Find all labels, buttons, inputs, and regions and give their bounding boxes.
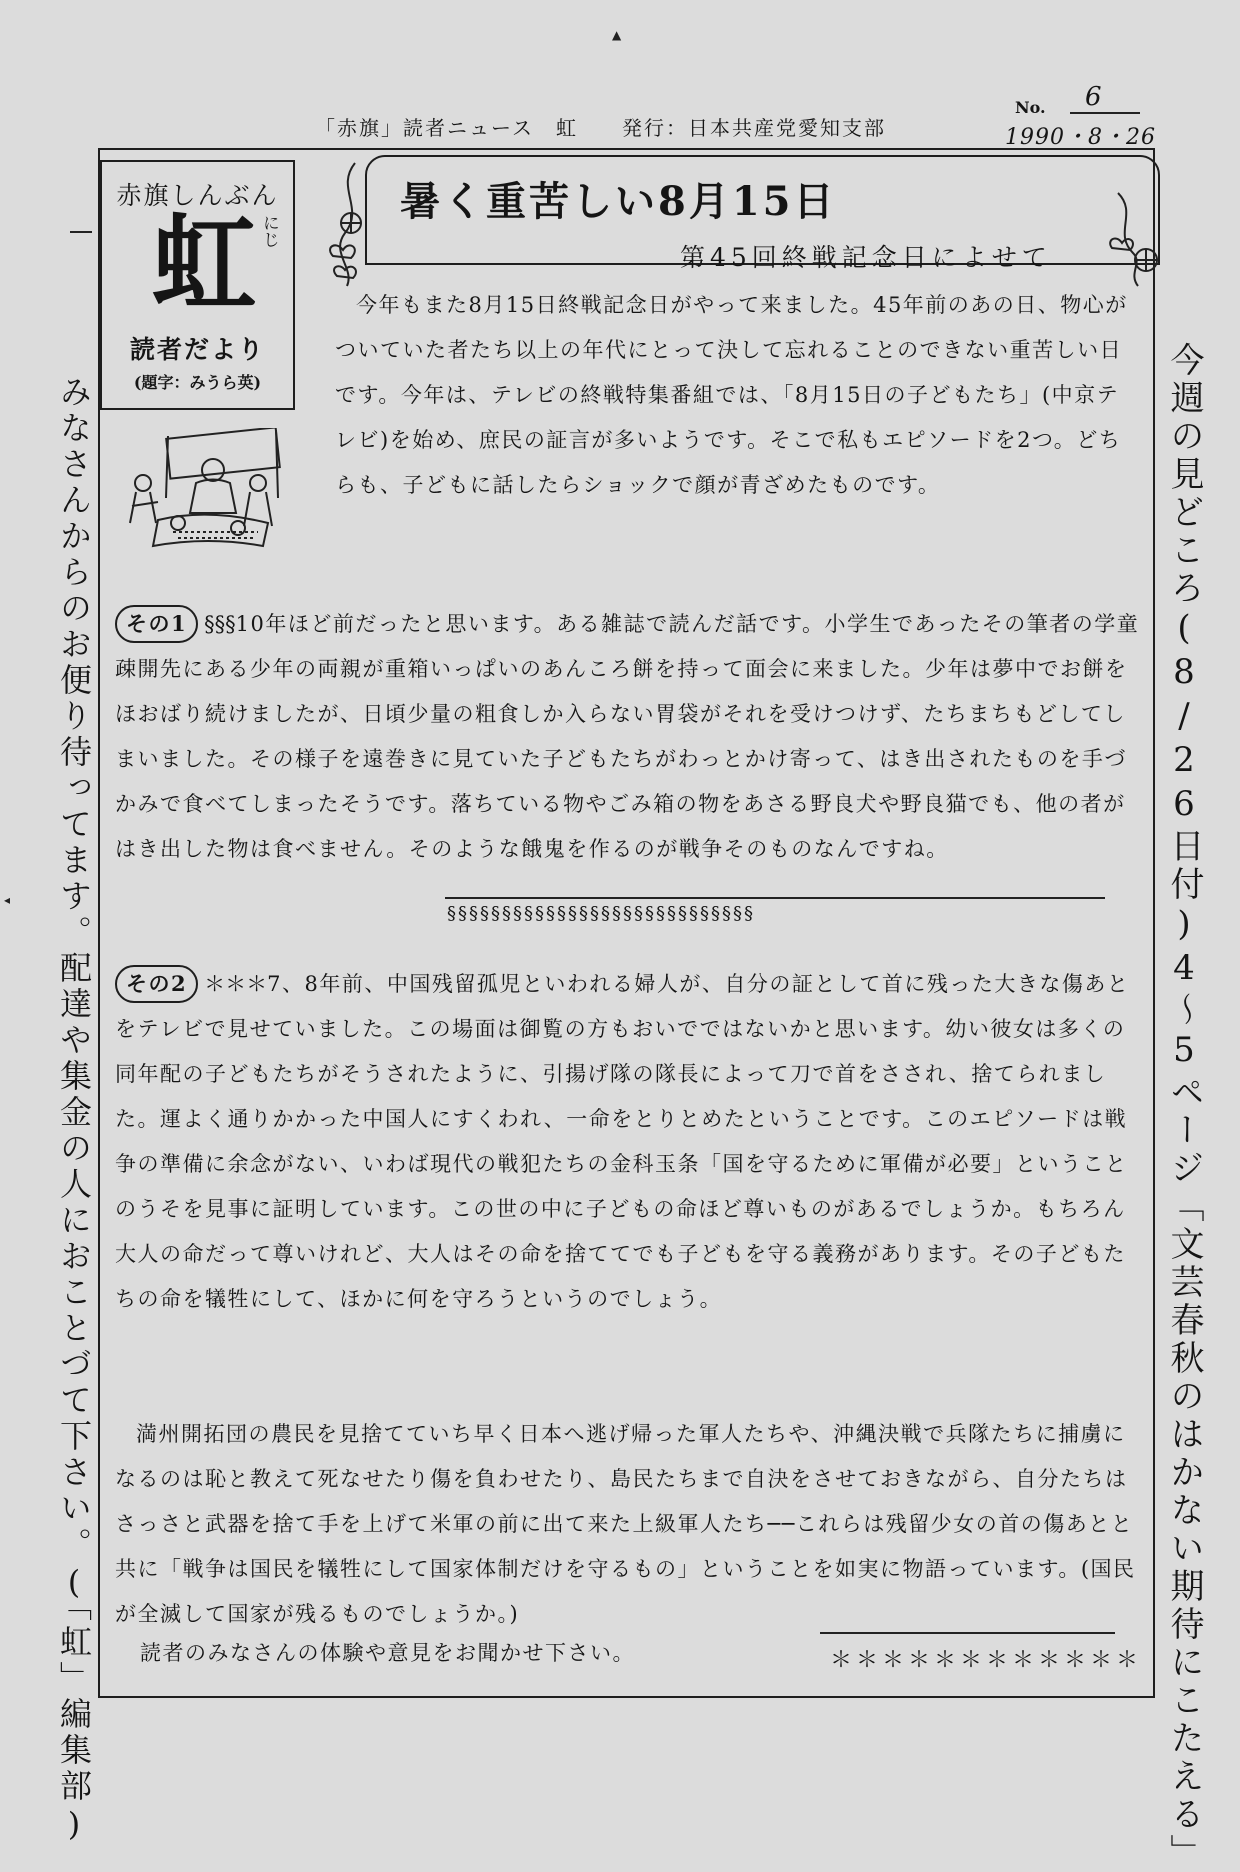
episode-2-marks: ＊＊＊: [204, 972, 268, 996]
scan-edge-mark-top: ▲: [612, 28, 622, 42]
episode-2-label: その2: [115, 965, 198, 1003]
divider-1-line: [445, 897, 1105, 899]
episode-2: [115, 962, 1140, 1322]
masthead-subtitle: 読者だより: [129, 335, 265, 364]
episode-1-text: 10年ほど前だったと思います。ある雑誌で読んだ話です。小学生であったその筆者の学童疎開先にある少年の両親が重箱いっぱいのあんころ餅を持って面会に来ました。少年は夢中でお餅をほおばり続けましたが、日頃少量の粗食しか入らない胃袋がそれを受けつけず、たちまちもどしてしまいました。その様子を遠巻きに見ていた子どもたちがわっとかけ寄って、はき出されたものを手づかみで食べてしまったそうです。落ちている物やごみ箱の物をあさる野良犬や野良猫でも、他の者がはき出した物は食べません。そのような餓鬼を作るのが戦争そのものなんですね。: [115, 612, 1140, 861]
left-sidebar-notice: みなさんからのお便り待ってます。配達や集金の人におことづて下さい。(「虹」編集部): [55, 375, 93, 1847]
masthead: [100, 160, 295, 410]
episode-1-label: その1: [115, 605, 198, 643]
episode-1: [115, 602, 1140, 872]
morning-glory-right-icon: [1108, 188, 1163, 288]
article-title: 暑く重苦しい8月15日: [400, 178, 837, 225]
scan-edge-mark-left: ◂: [4, 893, 11, 907]
episode-2-text: 7、8年前、中国残留孤児といわれる婦人が、自分の証として首に残った大きな傷あとをテレビで見せていました。この場面は御覧の方もおいでではないかと思います。幼い彼女は多くの同年配の子どもたちがそうされたように、引揚げ隊の隊長によって刀で首をさされ、捨てられました。運よく通りかかった中国人にすくわれ、一命をとりとめたということです。このエピソードは戦争の準備に余念がない、いわば現代の戦犯たちの金科玉条「国を守るために軍備が必要」ということのうそを見事に証明しています。この世の中に子どもの命ほど尊いものがあるでしょうか。もちろん大人の命だって尊いけれど、大人はその命を捨ててでも子どもを守る義務があります。その子どもたちの命を犠牲にして、ほかに何を守ろうというのでしょう。: [115, 972, 1130, 1311]
issue-number-underline: [1070, 112, 1140, 114]
masthead-top-text: 赤旗しんぶん: [116, 181, 279, 210]
issue-number: 6: [1085, 82, 1102, 112]
intro-paragraph: 今年もまた8月15日終戦記念日がやって来ました。45年前のあの日、物心がついていた者たち以上の年代にとって決して忘れることのできない重苦しい日です。今年は、テレビの終戦特集番組では、「8月15日の子どもたち」(中京テレビ)を始め、庶民の証言が多いようです。そこで私もエピソードを2つ。どちらも、子どもに話したらショックで顔が青ざめたものです。: [335, 293, 1128, 497]
article-subtitle: 第45回終戦記念日によせて: [680, 243, 1052, 272]
closing-paragraph: 満州開拓団の農民を見捨てていち早く日本へ逃げ帰った軍人たちや、沖縄決戦で兵隊たちに捕虜になるのは恥と教えて死なせたり傷を負わせたり、島民たちまで自決をさせておきながら、自分たちはさっさと武器を捨て手を上げて米軍の前に出て来た上級軍人たち──これらは残留少女の首の傷あとと共に「戦争は国民を犠牲にして国家体制だけを守るもの」ということを如実に物語っています。(国民が全滅して国家が残るものでしょうか。): [115, 1422, 1136, 1626]
publication-line: 「赤旗」読者ニュース 虹 発行：日本共産党愛知支部: [315, 116, 886, 140]
left-margin-rule: [70, 231, 92, 233]
issue-date: 1990・8・26: [1005, 125, 1156, 150]
reader-request: 読者のみなさんの体験や意見をお聞かせ下さい。: [140, 1641, 635, 1665]
episode-1-marks: §§§: [204, 612, 236, 636]
masthead-credit: (題字：みうら英): [133, 373, 262, 392]
divider-2: ＊＊＊＊＊＊＊＊＊＊＊＊: [830, 1648, 1143, 1673]
morning-glory-left-icon: [325, 158, 375, 288]
masthead-logo-ruby: にじ: [258, 214, 279, 248]
masthead-logo: 虹: [152, 202, 257, 325]
divider-2-line: [820, 1632, 1115, 1634]
right-sidebar-highlight: 今週の見どころ(8/26日付)4〜5ページ「文芸春秋のはかない期待にこたえる」: [1164, 342, 1204, 1872]
divider-1: §§§§§§§§§§§§§§§§§§§§§§§§§§§§: [447, 903, 755, 924]
issue-number-label: No.: [1015, 98, 1046, 117]
children-illustration: [118, 428, 288, 558]
